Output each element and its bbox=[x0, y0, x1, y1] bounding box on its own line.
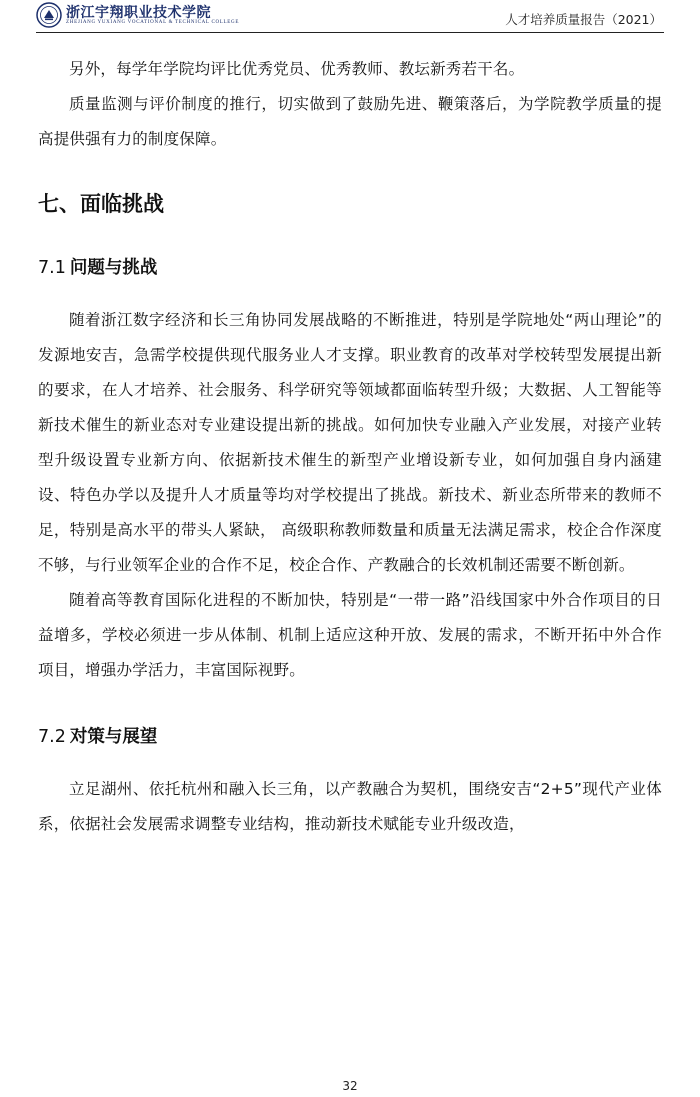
section-heading-7-2 bbox=[38, 724, 662, 750]
paragraph: 质量监测与评价制度的推行，切实做到了鼓励先进、鞭策落后，为学院教学质量的提高提供强有力的制度保障。 bbox=[38, 95, 662, 148]
paragraph: 随着浙江数字经济和长三角协同发展战略的不断推进，特别是学院地处“两山理论”的发源地安吉，急需学校提供现代服务业人才支撑。职业教育的改革对学校转型发展提出新的要求，在人才培养、社会服务、科学研究等领域都面临转型升级；大数据、人工智能等新技术催生的新业态对专业建设提出新的挑战。如何加快专业融入产业发展，对接产业转型升级设置专业新方向、依据新技术催生的新型产业增设新专业，如何加强自身内涵建设、特色办学以及提升人才质量等均对学校提出了挑战。新技术、新业态所带来的教师不足，特别是高水平的带头人紧缺， 高级职称教师数量和质量无法满足需求，校企合作深度不够，与行业领军企业的合作不足，校企合作、产教融合的长效机制还需要不断创新。 bbox=[38, 311, 662, 574]
school-emblem-icon bbox=[36, 2, 62, 28]
page-header bbox=[36, 0, 664, 33]
section-title: 问题与挑战 bbox=[69, 258, 158, 278]
section-number: 7.1 bbox=[38, 258, 66, 278]
school-name-cn: 浙江宇翔职业技术学院 bbox=[66, 5, 211, 21]
paragraph: 随着高等教育国际化进程的不断加快，特别是“一带一路”沿线国家中外合作项目的日益增多，学校必须进一步从体制、机制上适应这种开放、发展的需求，不断开拓中外合作项目，增强办学活力，丰富国际视野。 bbox=[38, 591, 662, 679]
report-title: 人才培养质量报告（2021） bbox=[505, 12, 662, 27]
paragraph: 另外，每学年学院均评比优秀党员、优秀教师、教坛新秀若干名。 bbox=[69, 60, 525, 78]
page-number: 32 bbox=[342, 1079, 358, 1093]
section-title: 对策与展望 bbox=[69, 727, 158, 747]
section-number: 7.2 bbox=[38, 727, 66, 747]
chapter-heading: 七、面临挑战 bbox=[38, 192, 164, 216]
paragraph: 立足湖州、依托杭州和融入长三角，以产教融合为契机，围绕安吉“2+5”现代产业体系，依据社会发展需求调整专业结构，推动新技术赋能专业升级改造， bbox=[38, 780, 662, 833]
section-heading-7-1 bbox=[38, 255, 662, 281]
school-name-en: ZHEJIANG YUXIANG VOCATIONAL & TECHNICAL COLLEGE bbox=[66, 20, 240, 25]
page-body bbox=[38, 52, 662, 842]
